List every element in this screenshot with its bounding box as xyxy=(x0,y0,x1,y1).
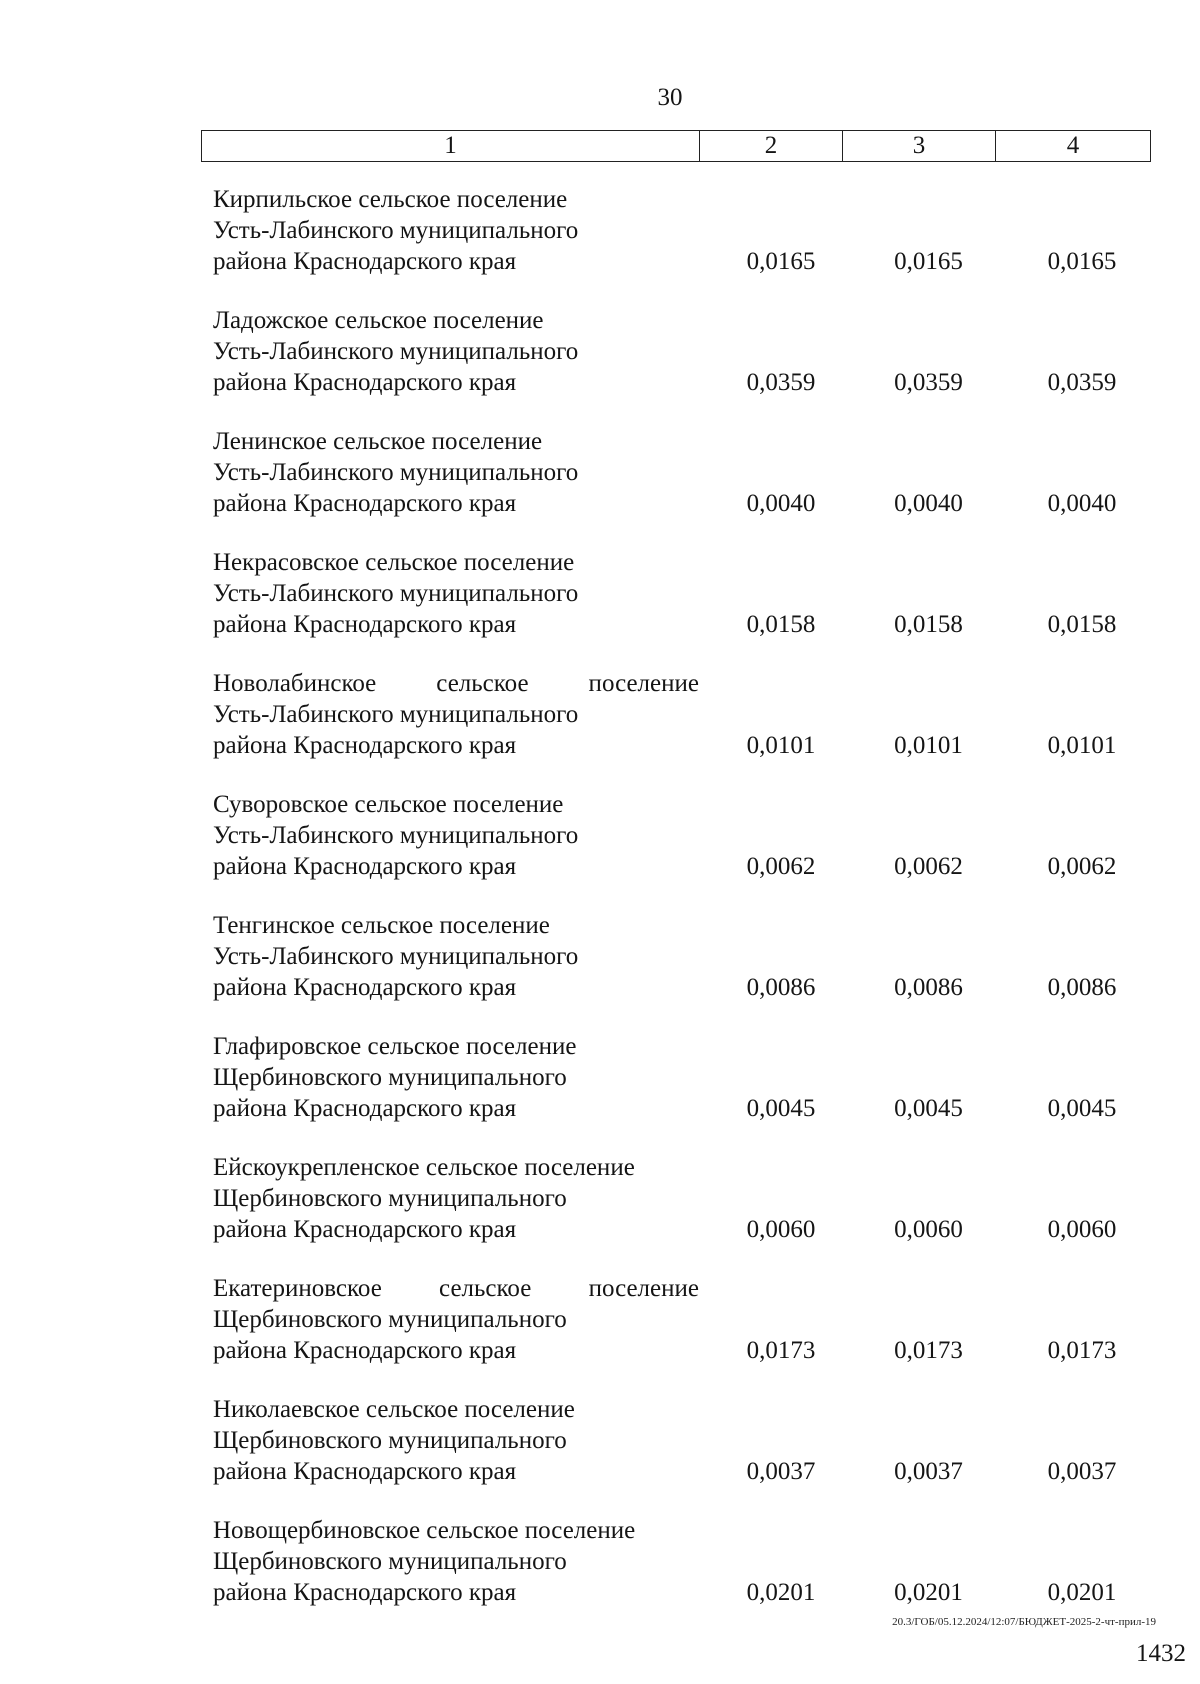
name-line: Суворовское сельское поселение xyxy=(213,791,564,818)
table-row xyxy=(213,644,1158,761)
table-row xyxy=(213,886,1158,1003)
settlement-name xyxy=(213,1273,699,1366)
value-col-3: 0,0165 xyxy=(894,248,963,275)
name-line: Усть-Лабинского муниципального xyxy=(213,580,579,607)
value-col-4: 0,0062 xyxy=(1047,853,1117,880)
name-line: Усть-Лабинского муниципального xyxy=(213,701,579,728)
table-row xyxy=(213,281,1158,398)
name-line: района Краснодарского края xyxy=(213,369,517,396)
name-line: района Краснодарского края xyxy=(213,1579,517,1606)
value-col-4: 0,0359 xyxy=(1047,369,1117,396)
name-line: Новолабинское сельское поселение xyxy=(213,670,699,697)
name-line: Щербиновского муниципального xyxy=(213,1185,567,1212)
value-col-3: 0,0045 xyxy=(894,1095,963,1122)
sheet-number: 1432 xyxy=(1136,1640,1186,1667)
settlement-name xyxy=(213,1515,699,1608)
value-col-4: 0,0165 xyxy=(1047,248,1117,275)
page-number: 30 xyxy=(657,84,683,111)
header-cell-2: 2 xyxy=(700,131,843,161)
table-row xyxy=(213,160,1158,277)
settlement-name xyxy=(213,1031,699,1124)
name-line: района Краснодарского края xyxy=(213,1216,517,1243)
value-col-4: 0,0060 xyxy=(1047,1216,1117,1243)
value-col-2: 0,0037 xyxy=(746,1458,816,1485)
value-col-3: 0,0201 xyxy=(894,1579,963,1606)
value-col-3: 0,0359 xyxy=(894,369,963,396)
name-line: Тенгинское сельское поселение xyxy=(213,912,550,939)
settlement-name xyxy=(213,1152,699,1245)
name-line: Щербиновского муниципального xyxy=(213,1548,567,1575)
table-row xyxy=(213,1491,1158,1608)
name-line: Усть-Лабинского муниципального xyxy=(213,822,579,849)
value-col-2: 0,0062 xyxy=(746,853,816,880)
name-line: района Краснодарского края xyxy=(213,1458,517,1485)
table-row xyxy=(213,1007,1158,1124)
value-col-2: 0,0045 xyxy=(746,1095,816,1122)
header-cell-3: 3 xyxy=(843,131,996,161)
table-row xyxy=(213,402,1158,519)
settlement-name xyxy=(213,305,699,398)
value-col-2: 0,0165 xyxy=(746,248,816,275)
name-line: Некрасовское сельское поселение xyxy=(213,549,575,576)
name-line: района Краснодарского края xyxy=(213,732,517,759)
name-line: Усть-Лабинского муниципального xyxy=(213,338,579,365)
name-line: района Краснодарского края xyxy=(213,853,517,880)
header-cell-4: 4 xyxy=(1066,132,1080,159)
table-row xyxy=(213,1370,1158,1487)
name-line: Усть-Лабинского муниципального xyxy=(213,943,579,970)
table-row xyxy=(213,523,1158,640)
header-cell-1: 1 xyxy=(202,131,700,161)
value-col-3: 0,0062 xyxy=(894,853,963,880)
name-line: Глафировское сельское поселение xyxy=(213,1033,577,1060)
value-col-4: 0,0040 xyxy=(1047,490,1117,517)
name-line: Ейскоукрепленское сельское поселение xyxy=(213,1154,635,1181)
value-col-3: 0,0158 xyxy=(894,611,963,638)
name-line: района Краснодарского края xyxy=(213,1337,517,1364)
value-col-3: 0,0101 xyxy=(894,732,963,759)
settlement-name xyxy=(213,910,699,1003)
value-col-2: 0,0173 xyxy=(746,1337,816,1364)
value-col-4: 0,0158 xyxy=(1047,611,1117,638)
value-col-4: 0,0086 xyxy=(1047,974,1117,1001)
value-col-2: 0,0086 xyxy=(746,974,816,1001)
name-line: Щербиновского муниципального xyxy=(213,1064,567,1091)
name-line: Кирпильское сельское поселение xyxy=(213,186,568,213)
value-col-4: 0,0173 xyxy=(1047,1337,1117,1364)
value-col-3: 0,0037 xyxy=(894,1458,963,1485)
value-col-3: 0,0040 xyxy=(894,490,963,517)
name-line: района Краснодарского края xyxy=(213,490,517,517)
table-row xyxy=(213,765,1158,882)
value-col-4: 0,0037 xyxy=(1047,1458,1117,1485)
settlement-name xyxy=(213,668,699,761)
document-code: 20.3/ГОБ/05.12.2024/12:07/БЮДЖЕТ-2025-2-чт-прил-19 xyxy=(892,1616,1156,1628)
table-row xyxy=(213,1249,1158,1366)
name-line: Екатериновское сельское поселение xyxy=(213,1275,699,1302)
name-line: Новощербиновское сельское поселение xyxy=(213,1517,636,1544)
name-line: Щербиновского муниципального xyxy=(213,1427,567,1454)
value-col-3: 0,0173 xyxy=(894,1337,963,1364)
value-col-2: 0,0040 xyxy=(746,490,816,517)
name-line: Ленинское сельское поселение xyxy=(213,428,543,455)
name-line: района Краснодарского края xyxy=(213,248,517,275)
name-line: района Краснодарского края xyxy=(213,611,517,638)
settlement-name xyxy=(213,184,699,277)
name-line: Усть-Лабинского муниципального xyxy=(213,217,579,244)
value-col-4: 0,0045 xyxy=(1047,1095,1117,1122)
name-line: района Краснодарского края xyxy=(213,1095,517,1122)
table-body xyxy=(213,160,1158,1612)
table-header xyxy=(201,130,1151,162)
value-col-3: 0,0086 xyxy=(894,974,963,1001)
value-col-2: 0,0359 xyxy=(746,369,816,396)
value-col-2: 0,0060 xyxy=(746,1216,816,1243)
settlement-name xyxy=(213,426,699,519)
value-col-3: 0,0060 xyxy=(894,1216,963,1243)
name-line: Николаевское сельское поселение xyxy=(213,1396,575,1423)
settlement-name xyxy=(213,789,699,882)
value-col-4: 0,0201 xyxy=(1047,1579,1117,1606)
value-col-4: 0,0101 xyxy=(1047,732,1117,759)
name-line: Усть-Лабинского муниципального xyxy=(213,459,579,486)
settlement-name xyxy=(213,1394,699,1487)
name-line: Ладожское сельское поселение xyxy=(213,307,544,334)
value-col-2: 0,0101 xyxy=(746,732,816,759)
name-line: района Краснодарского края xyxy=(213,974,517,1001)
table-row xyxy=(213,1128,1158,1245)
value-col-2: 0,0158 xyxy=(746,611,816,638)
name-line: Щербиновского муниципального xyxy=(213,1306,567,1333)
settlement-name xyxy=(213,547,699,640)
value-col-2: 0,0201 xyxy=(746,1579,816,1606)
